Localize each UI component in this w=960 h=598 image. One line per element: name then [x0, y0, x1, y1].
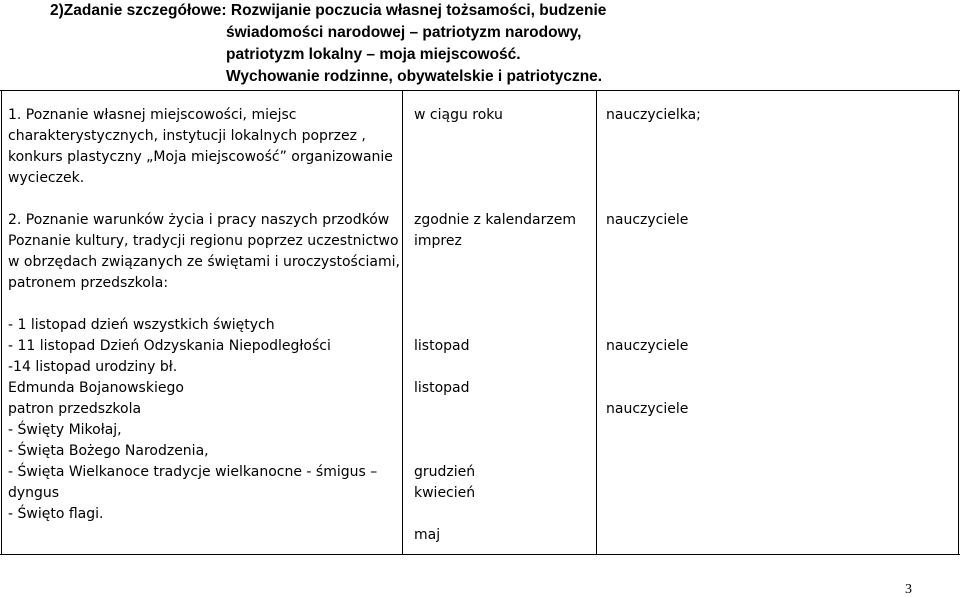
task-line: - Święta Wielkanoce tradycje wielkanocne - śmigus – — [8, 464, 378, 480]
term-text: kwiecień — [414, 485, 476, 501]
table-border — [1, 91, 2, 554]
heading-line: 2)Zadanie szczegółowe: Rozwijanie poczucia własnej tożsamości, budzenie — [50, 2, 607, 19]
task-line: -14 listopad urodziny bł. — [8, 359, 178, 375]
responsible-text: nauczyciele — [606, 212, 689, 228]
term-cell — [414, 210, 576, 252]
responsible-cell — [606, 105, 701, 126]
task-line: - Święty Mikołaj, — [8, 422, 122, 438]
section-heading — [50, 0, 606, 88]
task-line: patron przedszkola — [8, 401, 142, 417]
term-line: zgodnie z kalendarzem — [414, 212, 576, 228]
task-line: w obrzędach związanych ze świętami i uroczystościami, — [8, 254, 400, 270]
task-line: - 1 listopad dzień wszystkich świętych — [8, 317, 275, 333]
task-line: Poznanie kultury, tradycji regionu poprzez uczestnictwo — [8, 233, 399, 249]
responsible-cell — [606, 210, 688, 231]
responsible-text: nauczyciele — [606, 401, 689, 417]
heading-line: świadomości narodowej – patriotyzm narodowy, — [226, 24, 582, 41]
tasks-table — [0, 90, 960, 555]
responsible-text: nauczycielka; — [606, 107, 701, 123]
task-line: patronem przedszkola: — [8, 275, 169, 291]
term-text: listopad — [414, 380, 470, 396]
table-column-divider — [402, 91, 403, 554]
term-text: grudzień — [414, 464, 476, 480]
table-border — [958, 91, 959, 554]
task-line: dyngus — [8, 485, 60, 501]
task-line: konkurs plastyczny „Moja miejscowość” organizowanie — [8, 149, 393, 165]
term-line: imprez — [414, 233, 462, 249]
task-cell — [8, 315, 377, 525]
task-line: - Święto flagi. — [8, 506, 104, 522]
term-text: maj — [414, 527, 441, 543]
table-column-divider — [596, 91, 597, 554]
heading-line: Wychowanie rodzinne, obywatelskie i patriotyczne. — [226, 68, 603, 85]
task-line: - Święta Bożego Narodzenia, — [8, 443, 209, 459]
task-cell — [8, 210, 400, 294]
term-cell — [414, 105, 503, 126]
responsible-text: nauczyciele — [606, 338, 689, 354]
term-text: w ciągu roku — [414, 107, 503, 123]
task-line: Edmunda Bojanowskiego — [8, 380, 184, 396]
task-line: wycieczek. — [8, 170, 85, 186]
term-text: listopad — [414, 338, 470, 354]
heading-line: patriotyzm lokalny – moja miejscowość. — [226, 46, 521, 63]
task-cell — [8, 105, 393, 189]
task-line: - 11 listopad Dzień Odzyskania Niepodległości — [8, 338, 331, 354]
page-number: 3 — [905, 582, 912, 597]
task-line: 2. Poznanie warunków życia i pracy naszych przodków — [8, 212, 390, 228]
task-line: charakterystycznych, instytucji lokalnych poprzez , — [8, 128, 366, 144]
task-line: 1. Poznanie własnej miejscowości, miejsc — [8, 107, 297, 123]
